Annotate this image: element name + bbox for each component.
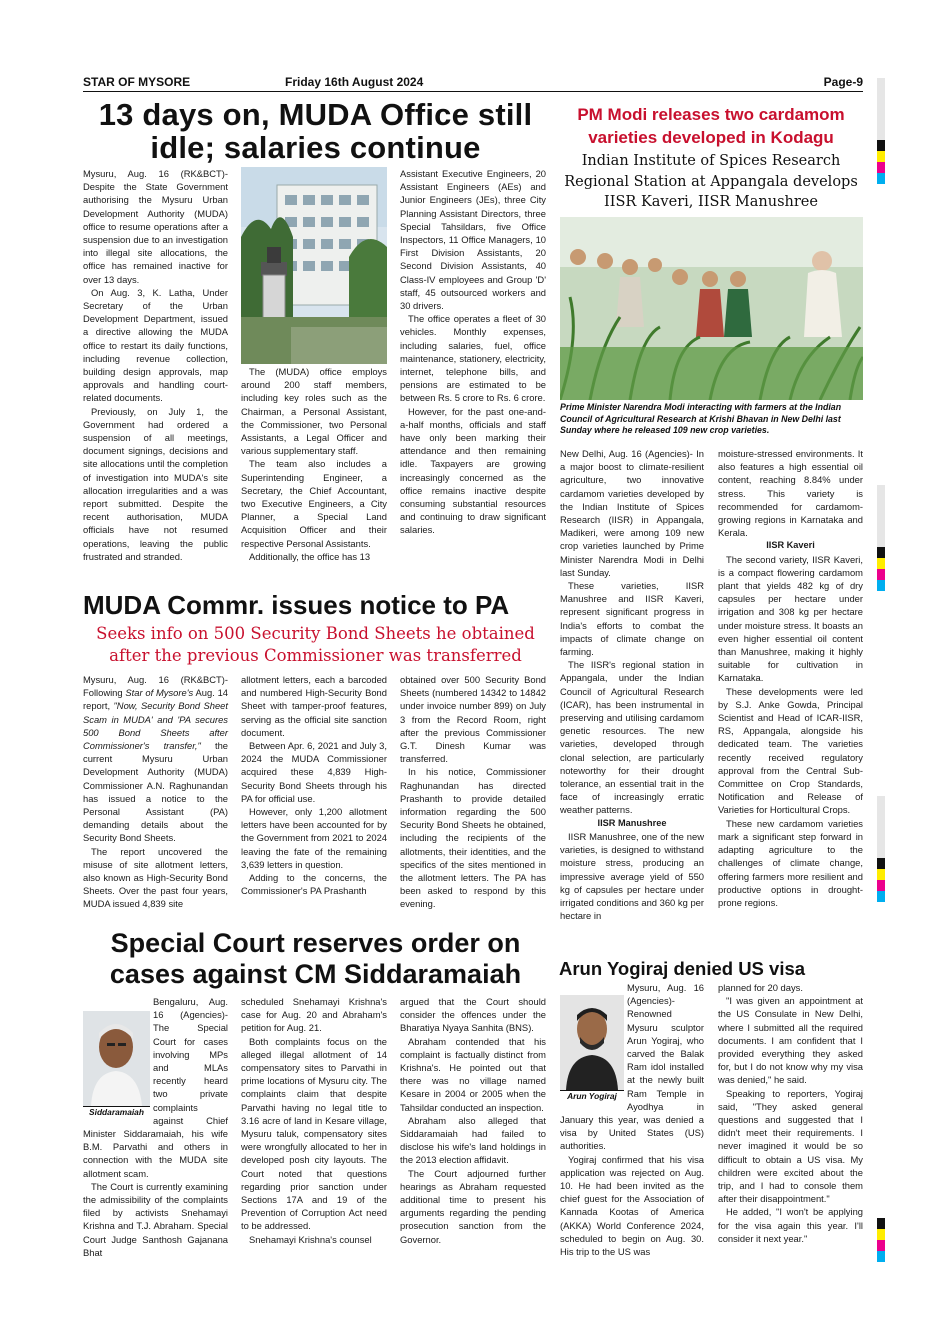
story5-col1-p2: Yogiraj confirmed that his visa application was rejected on Aug. 10. He had been invited as the chief guest for the Association of Kannada Kootas of America (AKKA) World Conference 2024, scheduled to begin on Aug. 30. His trip to the US was <box>560 1153 704 1258</box>
story5-col2-p1: planned for 20 days. <box>718 982 803 993</box>
story2-col2-p1: allotment letters, each a barcoded and numbered High-Security Bond Sheet with tamper-proof features, serving as the official site sanction document. <box>241 674 387 738</box>
story2-mid: Aug. 14 report, <box>83 687 228 712</box>
story2-col2 <box>241 673 387 897</box>
story2-rest: the current Mysuru Urban Development Authority (MUDA) Commissioner A.N. Raghunandan has issued a notice to the Personal Assistant (PA) demanding details about the Security Bond Sheets. <box>83 740 229 844</box>
story1-headline: 13 days on, MUDA Office still idle; salaries continue <box>98 97 533 165</box>
muda-building-photo <box>241 167 387 364</box>
registration-marks-mid <box>877 485 885 591</box>
story2-col3-p1: obtained over 500 Security Bond Sheets (numbered 14342 to 14842 under invoice number 899) on July 3 from the Record Room, right after the previous Commissioner G.T. Dinesh Kumar was transferred. <box>400 674 546 765</box>
story1-col1-p3: Previously, on July 1, the Government had ordered a suspension of all meetings, document signings, decisions and site allocations until the completion of investigation into MUDA's site allocation irregularities and a was report submitted. Despite the recent authorisation, MUDA officials have not resumed operations, leaving the public frustrated and stranded. <box>83 405 228 562</box>
story1-col3-p3: However, for the past one-and- a-half months, officials and staff have only been marking their attendance and then remaining idle. Taxpayers are growing increasingly concerned as the office remains inactive despite consuming substantial resources and continuing to draw significant salaries. <box>400 405 546 536</box>
story2-col1-p2: The report uncovered the misuse of site allotment letters, also known as High-Security Bond Sheets. Over the past four years, MUDA issued 4,839 site <box>83 845 228 910</box>
story5-col2-p3: Speaking to reporters, Yogiraj said, "They asked general questions and suggested that I didn't meet their requirements. I never imagined it would be so difficult to obtain a US visa. My children were excited about the trip, and I had to console them after their disappointment." <box>718 1087 863 1205</box>
story4-col2-p4: These new cardamom varieties mark a significant step forward in adapting agriculture to the challenges of climate change, offering farmers more resilient and productive options in drought-prone regions. <box>718 817 863 908</box>
story2-paper-ref: Star of Mysore's <box>125 687 194 699</box>
story3-col3-p3: Abraham also alleged that Siddaramaiah had failed to disclose his wife's land holdings in the 2013 election affidavit. <box>400 1114 546 1166</box>
story2-deck: Seeks info on 500 Security Bond Sheets he obtained after the previous Commissioner was transferred <box>96 624 535 665</box>
story3-col3-p4: The Court adjourned further hearings as Abraham requested additional time to present his arguments regarding the pending prosecution sanction from the Governor. <box>400 1167 546 1245</box>
registration-marks-top <box>877 78 885 184</box>
story3-photo-float <box>83 995 153 1117</box>
story3-col1-p1 <box>83 995 228 1180</box>
issue-date: Friday 16th August 2024 <box>285 75 424 89</box>
story4-col2-p1: moisture-stressed environments. It also features a high essential oil content, reaching 8.84% under stress. This variety is recommended for cardamom-growing regions in Karnataka and Kerala. <box>718 448 863 539</box>
story1-col1-p2: On Aug. 3, K. Latha, Under Secretary of the Urban Development Department, issued a directive allowing the MUDA office to restart its daily functions, including revenue collection, building design approvals, map approvals and handling court-related documents. <box>83 286 228 404</box>
story4-col1-p4: IISR Manushree, one of the new varieties, is designed to withstand moisture stress, producing an impressive average yield of 550 kg of capsules per hectare under irrigated conditions and 360 kg per hectare in <box>560 830 704 922</box>
story2-col2-p2: Between Apr. 6, 2021 and July 3, 2024 the MUDA Commissioner acquired these 4,839 High-Security Bond Sheets through his PA for official use. <box>241 740 387 804</box>
story4-col1-p2: These varieties, IISR Manushree and IISR Kaveri, represent significant progress in India's efforts to combat the impacts of climate change on farming. <box>560 580 704 658</box>
story4-col2-p3: These developments were led by S.J. Anke Gowda, Principal Scientist and Head of ICAR-IISR, RS, Appangala, alongside his dedicated team. The varieties recently received regulatory approval from the Central Sub-Committee on Crop Standards, Notification and Release of Varieties for Horticultural Crops. <box>718 685 863 816</box>
story2-col2-p4: Adding to the concerns, the Commissioner's PA Prashanth <box>241 872 387 897</box>
story1-col1-p1: Mysuru, Aug. 16 (RK&BCT)- Despite the State Government authorising the Mysuru Urban Development Authority (MUDA) office to resume operations after a suspension due to an investigation into illegal site allocations, the office has remained inactive for over 13 days. <box>83 168 228 285</box>
story3-col3-p1: argued that the Court should consider the offences under the Bharatiya Nyaya Sanhita (BNS). <box>400 996 546 1034</box>
story1-col1 <box>83 167 228 563</box>
story1-col3-p1: Assistant Executive Engineers, 20 Assistant Engineers (AEs) and Junior Engineers (JEs), three City Planning Assistant Directors, three Special Tahsildars, five Office Inspectors, 11 Office Managers, 10 First Division Assistants, 20 Second Division Assistants, 40 Class-IV employees and Group 'D' staff, 45 outsourced workers and 30 drivers. <box>400 168 546 312</box>
story2-col1-p1 <box>83 673 228 845</box>
story3-col3-p2: Abraham contended that his complaint is factually distinct from Krishna's. He pointed out that there was no village named Kesare in 2004 or 2005 when the Tahsildar conducted an inspection. <box>400 1035 546 1113</box>
story3-headline: Special Court reserves order on cases against CM Siddaramaiah <box>109 928 522 989</box>
story4-col1 <box>560 447 704 922</box>
story3-col1 <box>83 995 228 1259</box>
story4-deck: Indian Institute of Spices Research Regional Station at Appangala develops IISR Kaveri, IISR Manushree <box>564 153 858 210</box>
registration-marks-bottom <box>877 1218 885 1262</box>
story3-col2-p1: scheduled Snehamayi Krishna's case for Aug. 20 and Abraham's petition for Aug. 21. <box>241 996 387 1034</box>
story5-headline: Arun Yogiraj denied US visa <box>559 958 806 979</box>
story2-quote: "Now, Security Bond Sheet Scam in MUDA' and 'PA secures 500 Bond Sheets after Commissioner's transfer," <box>83 700 228 752</box>
story2-col2-p3: However, only 1,200 allotment letters have been accounted for by the Government from 2021 to 2024 leaving the fate of the remaining 3,639 letters in question. <box>241 806 387 870</box>
story4-col1-p3: The IISR's regional station in Appangala, under the Indian Council of Agricultural Research (ICAR), has been instrumental in preserving and utilising cardamom genetic resources. The new varieties, developed through clonal selection, are particularly noteworthy for their drought tolerance, an essential trait in the face of increasingly erratic weather patterns. <box>560 659 704 816</box>
siddaramaiah-caption: Siddaramaiah <box>83 1106 150 1116</box>
registration-marks-lower <box>877 796 885 902</box>
story4-col2 <box>718 447 863 909</box>
story5-col2 <box>718 981 863 1245</box>
muda-building-image <box>241 167 387 364</box>
masthead <box>83 74 863 92</box>
story4-photo-caption: Prime Minister Narendra Modi interacting with farmers at the Indian Council of Agricultural Research at Krishi Bhavan in New Delhi last Sunday where he released 109 new crop varieties. <box>560 402 842 436</box>
story4-headline: PM Modi releases two cardamom varieties developed in Kodagu <box>577 105 845 147</box>
story5-col1 <box>560 981 704 1258</box>
story1-col2-p2: The team also includes a Superintending Engineer, a Secretary, the Chief Accountant, two Executive Engineers, a City Planner, a Special Land Acquisition Officer and their respective Personal Assistants. <box>241 458 387 549</box>
story3-col3 <box>400 995 546 1246</box>
story2-col3 <box>400 673 546 911</box>
arun-yogiraj-caption: Arun Yogiraj <box>560 1090 624 1101</box>
story5-col1-p1 <box>560 981 704 1153</box>
story2-col3-p2: In his notice, Commissioner Raghunandan has directed Prashanth to provide detailed information regarding the 500 Security Bond Sheets he obtained, including the recipients of the allotments, their identities, and the specifics of the sites mentioned in the allotment letters. The PA has been asked to respond by this evening. <box>400 766 546 910</box>
story1-col2 <box>241 365 387 563</box>
modi-farmers-image <box>560 217 863 400</box>
story3-col2-p2: Both complaints focus on the alleged illegal allotment of 14 compensatory sites to Parvathi in prime locations of Mysuru city. The complaints claim that despite Parvathi having no legal title to 3.16 acre of land in Kesare village, Mysuru taluk, compensatory sites were wrongfully allocated to her in developed posh city layouts. The Court noted that questions regarding prior sanction under Sections 17A and 19 of the Prevention of Corruption Act need to be addressed. <box>241 1035 387 1232</box>
story1-col2-p3: Additionally, the office has 13 <box>249 550 371 562</box>
story4-subhead-manushree: IISR Manushree <box>597 817 667 828</box>
story5-col2-p4: He added, "I won't be applying for the visa again this year. I'll consider it next year." <box>718 1206 863 1244</box>
story4-col2-p2: The second variety, IISR Kaveri, is a compact flowering cardamom plant that yields 482 kg of dry capsules per hectare under irrigation and 308 kg per hectare under moisture stress. It boasts an even higher essential oil content than Manushree, making it highly suitable for cultivation in Karnataka. <box>718 553 863 684</box>
story4-col1-p1: New Delhi, Aug. 16 (Agencies)- In a major boost to climate-resilient agriculture, two innovative cardamom varieties developed by the Indian Institute of Spices Research (IISR) in Appangala, Madikeri, were among 109 new crop varieties launched by Prime Minister Narendra Modi in Delhi last Sunday. <box>560 448 704 578</box>
paper-name: STAR OF MYSORE <box>83 75 191 89</box>
story2-col1 <box>83 673 228 911</box>
story1-col3-p2: The office operates a fleet of 30 vehicles. Monthly expenses, including salaries, fuel, office maintenance, stationery, electricity, internet, telephone bills, and pensions are estimated to be between Rs. 5 crore to Rs. 6 crore. <box>400 313 546 404</box>
story5-col2-p2: "I was given an appointment at the US Consulate in New Delhi, where I submitted all the required documents. I am confident that I provided everything they asked for, but I do not know why my visa was denied," he said. <box>718 995 863 1086</box>
story1-col2-p1: The (MUDA) office employs around 200 staff members, including key roles such as the Chairman, a Personal Assistant, the Commissioner, two Personal Assistants, a Legal Officer and various supplementary staff. <box>241 366 387 457</box>
story5-photo-float <box>560 981 627 1103</box>
story2-headline: MUDA Commr. issues notice to PA <box>83 590 510 620</box>
story3-col2-p3: Snehamayi Krishna's counsel <box>249 1233 372 1245</box>
story2-lead: Mysuru, Aug. 16 (RK&BCT)- Following <box>83 674 228 699</box>
story3-col1-p2: The Court is currently examining the admissibility of the complaints filed by activists Snehamayi Krishna and T.J. Abraham. Special Court Judge Santhosh Gajanana Bhat <box>83 1180 228 1258</box>
story3-col1-text: Bengaluru, Aug. 16 (Agencies)- The Special Court for cases involving MPs and MLAs recently heard two private complaints against Chief Minister Siddaramaiah, his wife B.M. Parvathi and others in connection with the MUDA site allotment scam. <box>83 996 228 1179</box>
modi-farmers-photo <box>560 217 863 400</box>
story5-col1-text: Mysuru, Aug. 16 (Agencies)- Renowned Mysuru sculptor Arun Yogiraj, who carved the Balak Ram idol installed at the newly built Ram Temple in Ayodhya in January this year, was denied a visa by United States (US) authorities. <box>560 982 704 1152</box>
story3-col2 <box>241 995 387 1246</box>
story1-col3 <box>400 167 546 537</box>
page-number: Page-9 <box>823 75 863 89</box>
story4-subhead-kaveri: IISR Kaveri <box>766 540 815 551</box>
